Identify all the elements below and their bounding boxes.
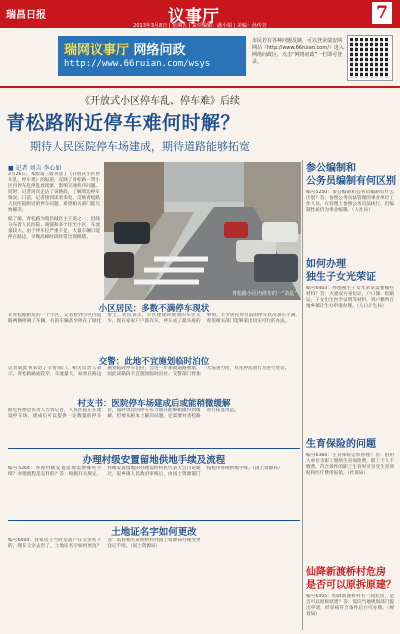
column-divider: [302, 160, 303, 630]
sidebar-heading-4b: 是否可以原拆原建？: [306, 580, 396, 591]
sidebar-heading-2a: 如何办理: [306, 259, 346, 270]
article3-divider: [8, 520, 300, 521]
article-lead-column: [8, 172, 100, 300]
article-headline: 青松路附近停车难何时解？: [6, 112, 241, 134]
street-photo-image: [104, 162, 301, 300]
banner-title-b: 议事厅: [90, 43, 130, 58]
sidebar-heading-4a: 仙降新渡桥村危房: [306, 567, 386, 578]
article2-divider: [8, 448, 300, 449]
subsection-body-residents: 在青松路附近的一个小区，记者看到小区内道路两侧停满了车辆，有的车辆甚至停在了绿化带上。居民表示，小区建成时规划的车位太少，现在家家户户都有车，停车成了最头疼的事情。不少居民对目前的停车状况表示不满，希望相关部门能够拿出切实可行的办法。: [8, 313, 300, 324]
sidebar-body-4: 编号6405：仙降新渡桥村有一间危房，是否可以原拆原建？答：需向当地规划部门提出申请，经审核符合条件后方可办理。（规划局）: [306, 594, 394, 617]
subsection-title-residents: 小区居民：多数不满停车现状: [98, 304, 210, 314]
banner-url[interactable]: http://www.66ruian.com/wsys: [64, 59, 211, 69]
article-byline: ■ 记者 刘吉 李心如: [8, 165, 62, 172]
banner-title-a: 瑞网: [64, 43, 91, 58]
article-body-left: 据了解，青松路为瑞昌城区主干道之一，沿线分布着人民医院、商铺和多个住宅小区，车流量较大。由于停车位严重不足，大量车辆只能停在路边，早晚高峰时段经常出现拥堵。: [8, 217, 100, 240]
subsection-title-police: 交警：此地不宜施划临时泊位: [98, 357, 210, 367]
sidebar-heading-1a: 参公编制和: [306, 163, 356, 174]
article3-headline: 土地证名字如何更改: [111, 527, 197, 538]
page-number: 7: [372, 2, 392, 24]
banner-title-c: 网络问政: [129, 43, 186, 58]
banner-title: [64, 39, 186, 58]
wenzheng-banner[interactable]: [58, 36, 246, 76]
article-subhead: 期待人民医院停车场建成，期待道路能够拓宽: [30, 140, 250, 153]
sidebar-body-3: 编号6384：生育保险怎样办理？答：由用人单位为职工缴纳生育保险费，职工个人不缴费。符合条件的职工生育时可享受生育津贴和医疗费用报销。（社保局）: [306, 453, 394, 476]
article-kicker: 《开放式小区停车乱、停车难》后续: [80, 96, 240, 107]
top-divider: [0, 86, 400, 88]
sidebar-heading-1b: 公务员编制有何区别: [306, 176, 396, 187]
banner-promo-text: 市民若有各种问题反映，可以登录瑞安网网站（http://www.66ruian.com/）进入网络问政区，点击“网络问政”一栏即可登录。: [252, 38, 344, 65]
sidebar-body-1: 编号5250：参公编制和公务员编制有什么区别？答：参照公务员法管理的事业单位工作人员，在管理上参照公务员法执行，但编制性质仍为事业编制。（人社局）: [306, 190, 394, 213]
masthead-bar: [0, 0, 400, 28]
dateline: 2013年3月8日 | 星期五 | 责任编辑：潘小娟 | 美编：孙传芳: [133, 23, 267, 29]
article3-body: 编号6404：我家房子当时是落户在父亲名下的，现在父亲去世了，土地证名字如何更改？答：需持相关证明材料到国土资源局办理变更登记手续。（国土资源局）: [8, 538, 201, 549]
newspaper-brand: 瑞昌日报: [6, 10, 46, 21]
article2-body: 编号5264：办理村级安置留地需要哪些手续？办理流程是怎样的？答：根据有关规定，村级安置留地的办理需经村民代表大会讨论通过，报乡镇人民政府审核后，由国土资源部门按程序办理供地手续。（国土资源局）: [8, 466, 283, 477]
sidebar-heading-3: 生育保险的问题: [306, 439, 376, 450]
qr-code-icon: [348, 36, 392, 80]
subsection-body-village: 附近村委会负责人告诉记者，人民医院正在建设停车场，建成后可以提供一定数量的停车位，届时周边的停车压力或许能够稍微得到缓解。但要从根本上解决问题，还需要对青松路进行拓宽改造。: [8, 408, 239, 419]
street-photo: [104, 162, 301, 300]
sidebar-body-2: 编号6403：办理独生子女光荣证需要哪些材料？答：夫妻双方身份证、户口簿、结婚证、子女出生医学证明等材料，到户籍所在地乡镇计生办申请办理。（人口计生局）: [306, 286, 394, 309]
subsection-title-village: 村支书：医院停车场建成后或能稍微缓解: [77, 399, 231, 409]
photo-caption: 青松路小区内停车的一“杂乱”: [231, 291, 297, 297]
subsection-body-police: 记者就此事采访了交警部门。相关负责人表示，青松路路面较窄，车流量大，如果在路边施划临时停车泊位，会进一步加剧道路拥堵，因此该路段不宜施划临时泊位。交警部门将加大巡查力度，对乱停乱放行为进行处罚。: [8, 366, 290, 377]
article-lead: 2月26日，本版第三版刊登了《开放式小区停车乱、停车难》的报道，反映了青松路一带小区内停车乱停乱放现象，影响交通秩序问题。同时，记者再次走访了该路段，了解周边停车情况。日前，记者接到读者来电，反映青松路人民医院附近的停车问题，希望相关部门能尽快解决。: [8, 172, 100, 213]
article2-headline: 办理村级安置留地供地手续及流程: [82, 455, 226, 466]
sidebar-heading-2b: 独生子女光荣证: [306, 272, 376, 283]
section-title: 议事厅: [168, 7, 219, 27]
